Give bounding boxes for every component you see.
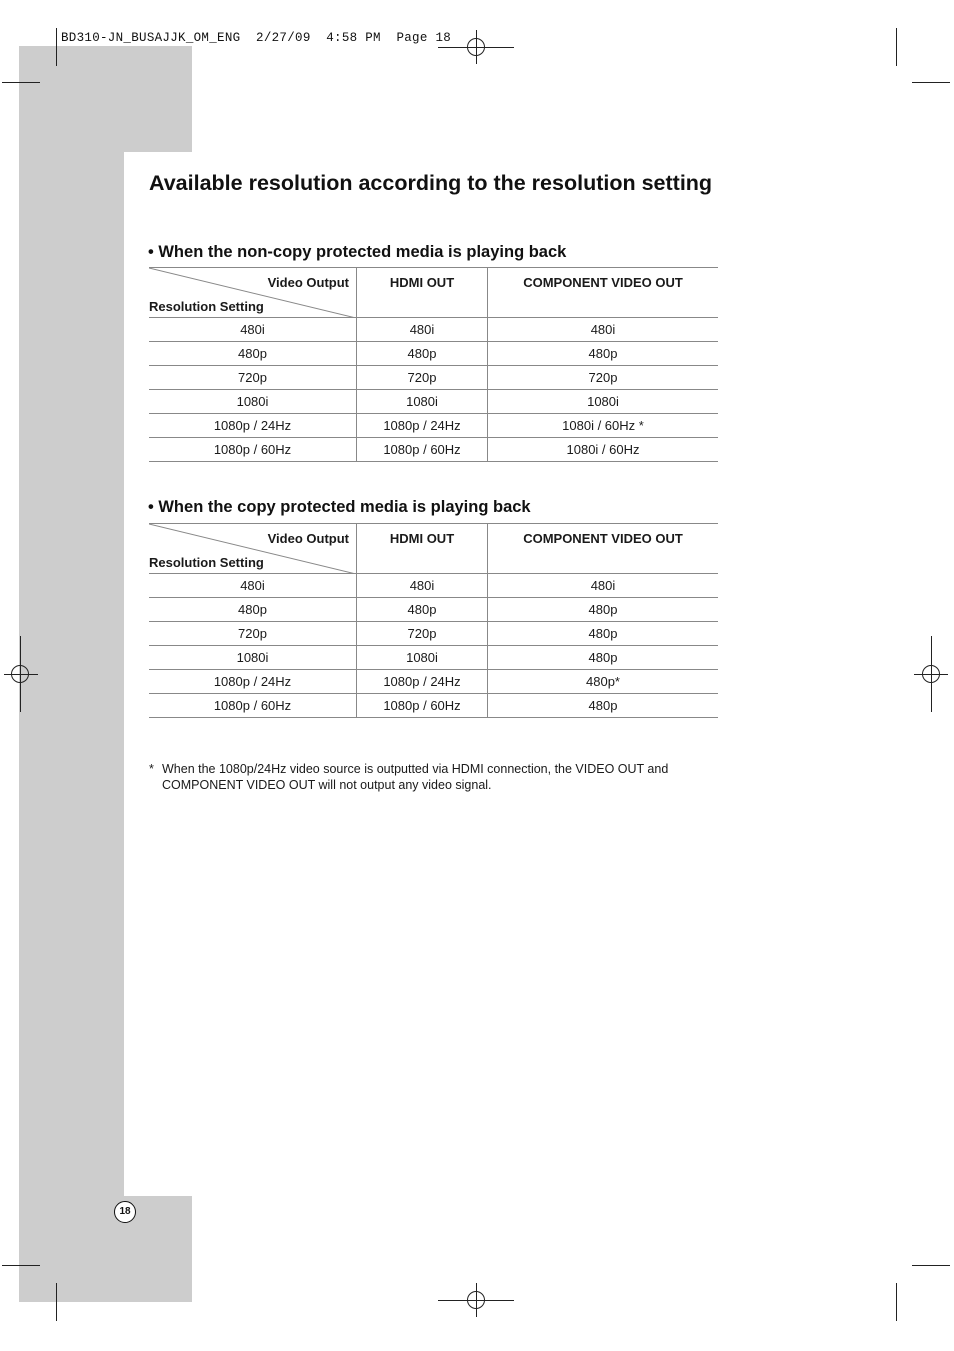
hdmi-out-cell: 1080p / 24Hz bbox=[357, 670, 488, 694]
crop-mark bbox=[896, 1283, 897, 1321]
component-out-cell: 1080i / 60Hz bbox=[488, 438, 719, 462]
resolution-setting-cell: 1080p / 60Hz bbox=[149, 438, 357, 462]
column-header-component: COMPONENT VIDEO OUT bbox=[488, 524, 719, 574]
table-row bbox=[149, 622, 718, 646]
print-slug: BD310-JN_BUSAJJK_OM_ENG 2/27/09 4:58 PM Page 18 bbox=[61, 31, 452, 45]
side-band-top bbox=[19, 46, 192, 152]
column-header-hdmi: HDMI OUT bbox=[357, 524, 488, 574]
section-heading-non-copy: • When the non-copy protected media is playing back bbox=[148, 243, 567, 261]
component-out-cell: 480p bbox=[488, 622, 719, 646]
page-title: Available resolution according to the resolution setting bbox=[149, 171, 713, 195]
resolution-setting-cell: 1080p / 60Hz bbox=[149, 694, 357, 718]
hdmi-out-cell: 1080p / 60Hz bbox=[357, 694, 488, 718]
component-out-cell: 480p* bbox=[488, 670, 719, 694]
section-heading-copy: • When the copy protected media is playing back bbox=[148, 498, 531, 516]
table-row bbox=[149, 670, 718, 694]
table-header-row bbox=[149, 268, 718, 318]
table-row bbox=[149, 414, 718, 438]
registration-mark-icon bbox=[467, 1291, 485, 1309]
hdmi-out-cell: 1080p / 60Hz bbox=[357, 438, 488, 462]
hdmi-out-cell: 480i bbox=[357, 318, 488, 342]
component-out-cell: 720p bbox=[488, 366, 719, 390]
hdmi-out-cell: 1080p / 24Hz bbox=[357, 414, 488, 438]
resolution-setting-cell: 1080p / 24Hz bbox=[149, 414, 357, 438]
crop-mark bbox=[2, 1265, 40, 1266]
footnote-mark: * bbox=[149, 762, 154, 776]
table-row bbox=[149, 342, 718, 366]
hdmi-out-cell: 480p bbox=[357, 342, 488, 366]
table-row bbox=[149, 366, 718, 390]
crop-mark bbox=[2, 82, 40, 83]
registration-mark-icon bbox=[922, 665, 940, 683]
page-number-badge: 18 bbox=[114, 1201, 136, 1223]
component-out-cell: 480i bbox=[488, 318, 719, 342]
table-row bbox=[149, 574, 718, 598]
column-header-component: COMPONENT VIDEO OUT bbox=[488, 268, 719, 318]
corner-header-cell bbox=[149, 524, 357, 574]
hdmi-out-cell: 480p bbox=[357, 598, 488, 622]
resolution-setting-cell: 720p bbox=[149, 366, 357, 390]
hdmi-out-cell: 1080i bbox=[357, 646, 488, 670]
component-out-cell: 1080i / 60Hz * bbox=[488, 414, 719, 438]
crop-mark bbox=[912, 1265, 950, 1266]
hdmi-out-cell: 720p bbox=[357, 366, 488, 390]
crop-mark bbox=[896, 28, 897, 66]
table-row bbox=[149, 598, 718, 622]
hdmi-out-cell: 480i bbox=[357, 574, 488, 598]
crop-mark bbox=[56, 28, 57, 66]
resolution-setting-cell: 480p bbox=[149, 598, 357, 622]
resolution-table-copy bbox=[149, 523, 718, 718]
video-output-label: Video Output bbox=[267, 531, 349, 546]
table-header-row bbox=[149, 524, 718, 574]
crop-mark bbox=[912, 82, 950, 83]
resolution-setting-cell: 480i bbox=[149, 318, 357, 342]
table-row bbox=[149, 438, 718, 462]
registration-mark-icon bbox=[467, 38, 485, 56]
crop-mark bbox=[56, 1283, 57, 1321]
table-row bbox=[149, 390, 718, 414]
registration-mark-icon bbox=[11, 665, 29, 683]
resolution-setting-cell: 1080i bbox=[149, 390, 357, 414]
table-row bbox=[149, 646, 718, 670]
corner-header-cell bbox=[149, 268, 357, 318]
component-out-cell: 480p bbox=[488, 694, 719, 718]
component-out-cell: 480p bbox=[488, 646, 719, 670]
hdmi-out-cell: 720p bbox=[357, 622, 488, 646]
component-out-cell: 480i bbox=[488, 574, 719, 598]
component-out-cell: 480p bbox=[488, 342, 719, 366]
resolution-setting-cell: 1080p / 24Hz bbox=[149, 670, 357, 694]
component-out-cell: 480p bbox=[488, 598, 719, 622]
footnote bbox=[149, 761, 709, 793]
table-row bbox=[149, 694, 718, 718]
video-output-label: Video Output bbox=[267, 275, 349, 290]
hdmi-out-cell: 1080i bbox=[357, 390, 488, 414]
component-out-cell: 1080i bbox=[488, 390, 719, 414]
resolution-table-non-copy bbox=[149, 267, 718, 462]
column-header-hdmi: HDMI OUT bbox=[357, 268, 488, 318]
resolution-setting-label: Resolution Setting bbox=[149, 555, 264, 570]
table-row bbox=[149, 318, 718, 342]
resolution-setting-cell: 480p bbox=[149, 342, 357, 366]
resolution-setting-cell: 720p bbox=[149, 622, 357, 646]
resolution-setting-cell: 1080i bbox=[149, 646, 357, 670]
footnote-text: When the 1080p/24Hz video source is outputted via HDMI connection, the VIDEO OUT and COMPONENT VIDEO OUT will not output any video signal. bbox=[162, 762, 669, 792]
resolution-setting-cell: 480i bbox=[149, 574, 357, 598]
resolution-setting-label: Resolution Setting bbox=[149, 299, 264, 314]
side-band-bottom bbox=[19, 1196, 192, 1302]
